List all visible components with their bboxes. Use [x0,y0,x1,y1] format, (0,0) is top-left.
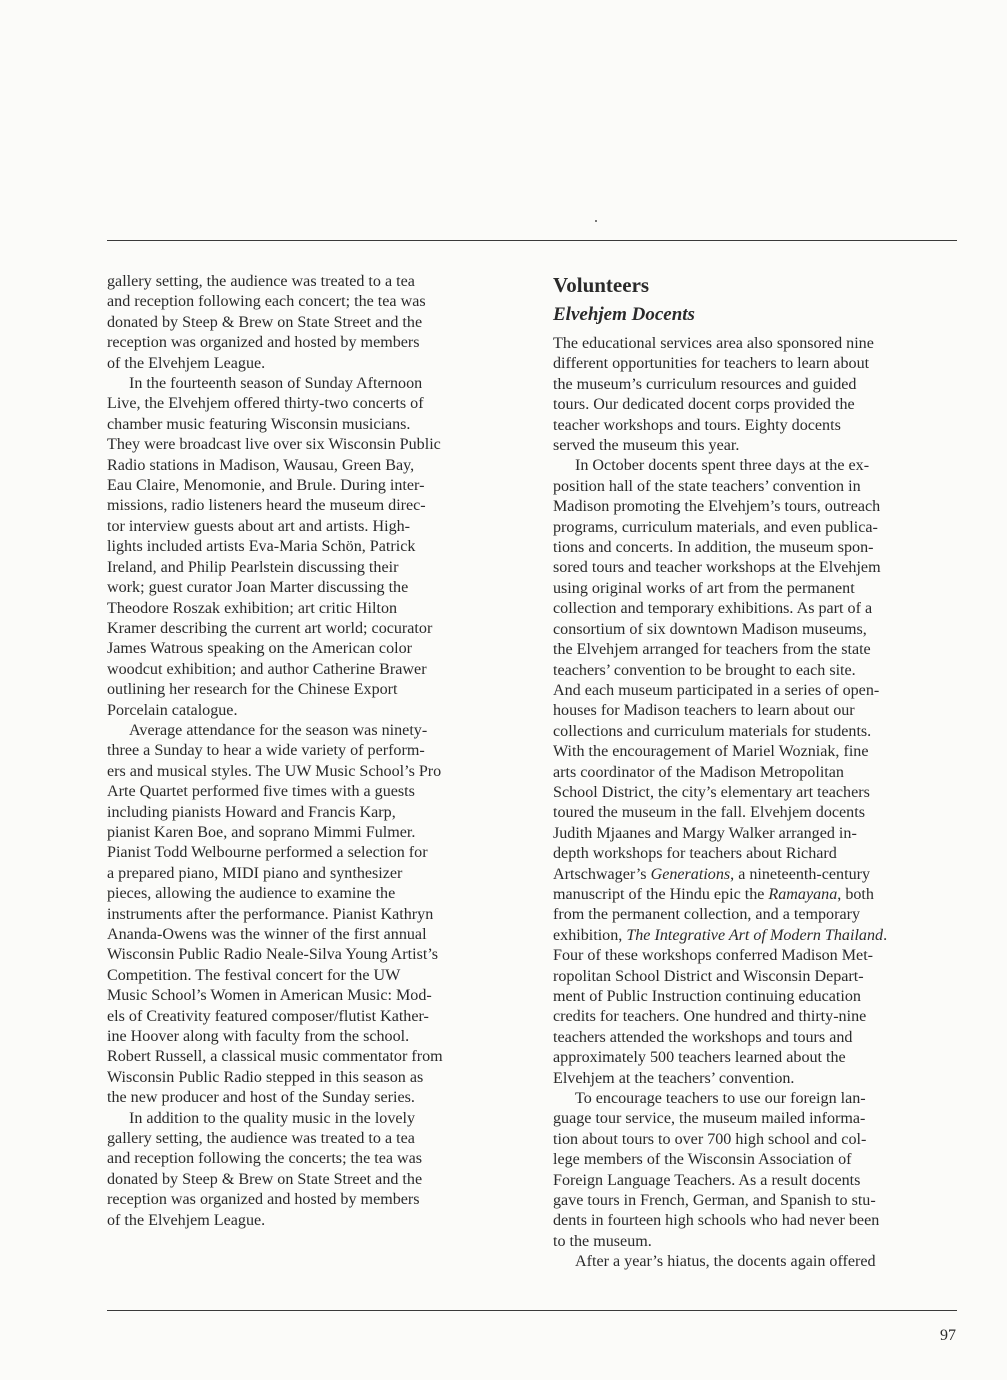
text-line: a prepared piano, MIDI piano and synthesizer [107,864,403,882]
text-line: Radio stations in Madison, Wausau, Green Bay, [107,456,415,474]
text-fragment: exhibition, [553,926,627,944]
right-paragraph-2-lines-a [553,456,959,864]
text-line: tions and concerts. In addition, the museum spon- [553,539,874,557]
ramayana-title: Ramayana [768,885,838,903]
text-fragment: . [883,926,888,944]
section-heading: Volunteers [553,273,650,297]
text-line: Competition. The festival concert for the UW [107,966,401,984]
page-number: 97 [940,1327,956,1344]
text-line: depth workshops for teachers about Richard [553,845,837,863]
left-paragraph-2 [107,374,515,721]
text-line: Music School’s Women in American Music: Mod- [107,987,432,1005]
text-line: of the Elvehjem League. [107,1211,266,1229]
text-line: lege members of the Wisconsin Association of [553,1151,852,1169]
text-line: lights included artists Eva-Maria Schön, Patrick [107,538,416,556]
text-line: pieces, allowing the audience to examine the [107,885,396,903]
text-line: different opportunities for teachers to learn about [553,355,870,373]
text-line: Wisconsin Public Radio stepped in this season as [107,1068,424,1086]
text-line: Theodore Roszak exhibition; art critic Hilton [107,599,398,617]
text-line: collection and temporary exhibitions. As part of a [553,600,873,618]
bottom-rule [107,1310,957,1311]
text-line: After a year’s hiatus, the docents again offered [575,1253,876,1271]
text-line: Ananda-Owens was the winner of the first annual [107,926,427,943]
left-paragraph-4 [107,1109,515,1231]
left-column [107,272,515,1231]
text-line: credits for teachers. One hundred and thirty-nine [553,1008,867,1026]
right-column [553,272,959,1273]
right-paragraph-4 [553,1252,959,1272]
text-line: gave tours in French, German, and Spanish to stu- [553,1192,876,1210]
text-line: sored tours and teacher workshops at the Elvehjem [553,559,881,577]
text-line: missions, radio listeners heard the museum direc- [107,497,426,515]
text-line: And each museum participated in a series of open- [553,681,880,699]
text-line: instruments after the performance. Pianist Kathryn [107,905,434,923]
text-line: dents in fourteen high schools who had never been [553,1212,880,1230]
right-paragraph-3 [553,1089,959,1252]
text-line: Kramer describing the current art world; cocurator [107,619,433,637]
text-line: Four of these workshops conferred Madison Met- [553,947,874,965]
right-paragraph-2-lines-b [553,946,959,1089]
text-line: In October docents spent three days at the ex- [575,457,870,475]
text-line: guage tour service, the museum mailed informa- [553,1110,866,1128]
text-line: Porcelain catalogue. [107,701,238,719]
text-line: The educational services area also sponsored nine [553,335,874,352]
text-line: using original works of art from the permanent [553,579,855,597]
text-line: of the Elvehjem League. [107,354,266,372]
text-line: and reception following the concerts; the tea was [107,1150,423,1168]
text-line: the museum’s curriculum resources and guided [553,375,857,393]
text-fragment: , a nineteenth-century [730,865,871,883]
left-paragraph-1 [107,272,515,374]
text-line: and reception following each concert; the tea was [107,293,426,311]
text-line: Eau Claire, Menomonie, and Brule. During inter- [107,477,425,495]
artschwager-line [553,865,959,885]
top-rule [107,240,957,241]
text-line: pianist Karen Boe, and soprano Mimmi Fulmer. [107,823,416,841]
text-line: To encourage teachers to use our foreign lan- [575,1090,866,1108]
text-line: teachers’ convention to be brought to each site. [553,661,856,679]
text-line: In the fourteenth season of Sunday Afternoon [129,375,423,393]
text-line: tion about tours to over 700 high school and col- [553,1130,867,1148]
right-paragraph-1 [553,334,959,456]
text-line: the new producer and host of the Sunday series. [107,1089,415,1107]
text-line: Madison promoting the Elvehjem’s tours, outreach [553,498,881,516]
text-line: served the museum this year. [553,437,740,455]
text-line: donated by Steep & Brew on State Street and the [107,1170,423,1188]
text-line: Arte Quartet performed five times with a guests [107,783,415,801]
exhibition-line [553,926,959,946]
text-line: ment of Public Instruction continuing education [553,988,861,1005]
text-line: teachers attended the workshops and tours and [553,1028,853,1046]
text-line: In addition to the quality music in the lovely [129,1109,416,1127]
text-line: reception was organized and hosted by members [107,1191,420,1209]
permanent-collection-line: from the permanent collection, and a temporary [553,906,860,924]
text-line: They were broadcast live over six Wisconsin Public [107,436,441,454]
left-paragraph-3 [107,721,515,1109]
text-line: approximately 500 teachers learned about the [553,1049,846,1067]
text-line: gallery setting, the audience was treated to a tea [107,273,415,290]
text-line: the Elvehjem arranged for teachers from the state [553,641,871,659]
text-line: programs, curriculum materials, and even publica- [553,518,878,536]
text-line: els of Creativity featured composer/flutist Kather- [107,1007,429,1025]
text-line: three a Sunday to hear a wide variety of perform- [107,742,425,760]
text-line: School District, the city’s elementary art teachers [553,783,870,801]
right-paragraph-2 [553,456,959,1089]
section-subheading: Elvehjem Docents [553,304,695,325]
text-line: ers and musical styles. The UW Music School’s Pro [107,762,442,780]
text-fragment: Artschwager’s [553,865,651,883]
paper-speck [595,220,597,222]
text-line: Wisconsin Public Radio Neale-Silva Young Artist’s [107,946,439,964]
manuscript-line [553,885,959,905]
text-line: tor interview guests about art and artists. High- [107,517,411,535]
text-line: toured the museum in the fall. Elvehjem docents [553,804,865,822]
text-line: Live, the Elvehjem offered thirty-two concerts of [107,395,424,413]
text-line: collections and curriculum materials for students. [553,722,872,740]
text-fragment: manuscript of the Hindu epic the [553,885,769,903]
text-line: teacher workshops and tours. Eighty docents [553,416,841,434]
text-line: Judith Mjaanes and Margy Walker arranged in- [553,824,857,842]
text-line: outlining her research for the Chinese Export [107,681,398,699]
text-line: arts coordinator of the Madison Metropolitan [553,763,844,781]
text-line: houses for Madison teachers to learn about our [553,702,855,720]
text-line: Foreign Language Teachers. As a result docents [553,1171,861,1189]
text-line: tours. Our dedicated docent corps provided the [553,396,855,414]
text-line: Pianist Todd Welbourne performed a selection for [107,844,428,862]
text-line: ine Hoover along with faculty from the school. [107,1028,410,1046]
text-line: consortium of six downtown Madison museums, [553,620,867,638]
text-line: position hall of the state teachers’ convention in [553,477,861,495]
text-line: reception was organized and hosted by members [107,334,420,352]
thailand-exhibition-title: The Integrative Art of Modern Thailand [626,926,884,944]
text-line: woodcut exhibition; and author Catherine Brawer [107,660,427,678]
text-fragment: , both [837,885,874,903]
text-line: With the encouragement of Mariel Wozniak, fine [553,743,869,761]
text-line: work; guest curator Joan Marter discussing the [107,579,409,597]
text-line: including pianists Howard and Francis Karp, [107,803,396,821]
text-line: Elvehjem at the teachers’ convention. [553,1069,795,1087]
generations-title: Generations [650,865,731,883]
text-line: James Watrous speaking on the American color [107,640,413,658]
text-line: chamber music featuring Wisconsin musicians. [107,415,411,433]
text-line: donated by Steep & Brew on State Street and the [107,313,423,331]
text-line: gallery setting, the audience was treated to a tea [107,1130,415,1148]
text-line: Robert Russell, a classical music commentator from [107,1048,443,1066]
text-line: to the museum. [553,1232,652,1250]
text-line: ropolitan School District and Wisconsin Depart- [553,967,864,985]
text-line: Average attendance for the season was ninety- [129,721,428,739]
text-line: Ireland, and Philip Pearlstein discussing their [107,558,399,576]
